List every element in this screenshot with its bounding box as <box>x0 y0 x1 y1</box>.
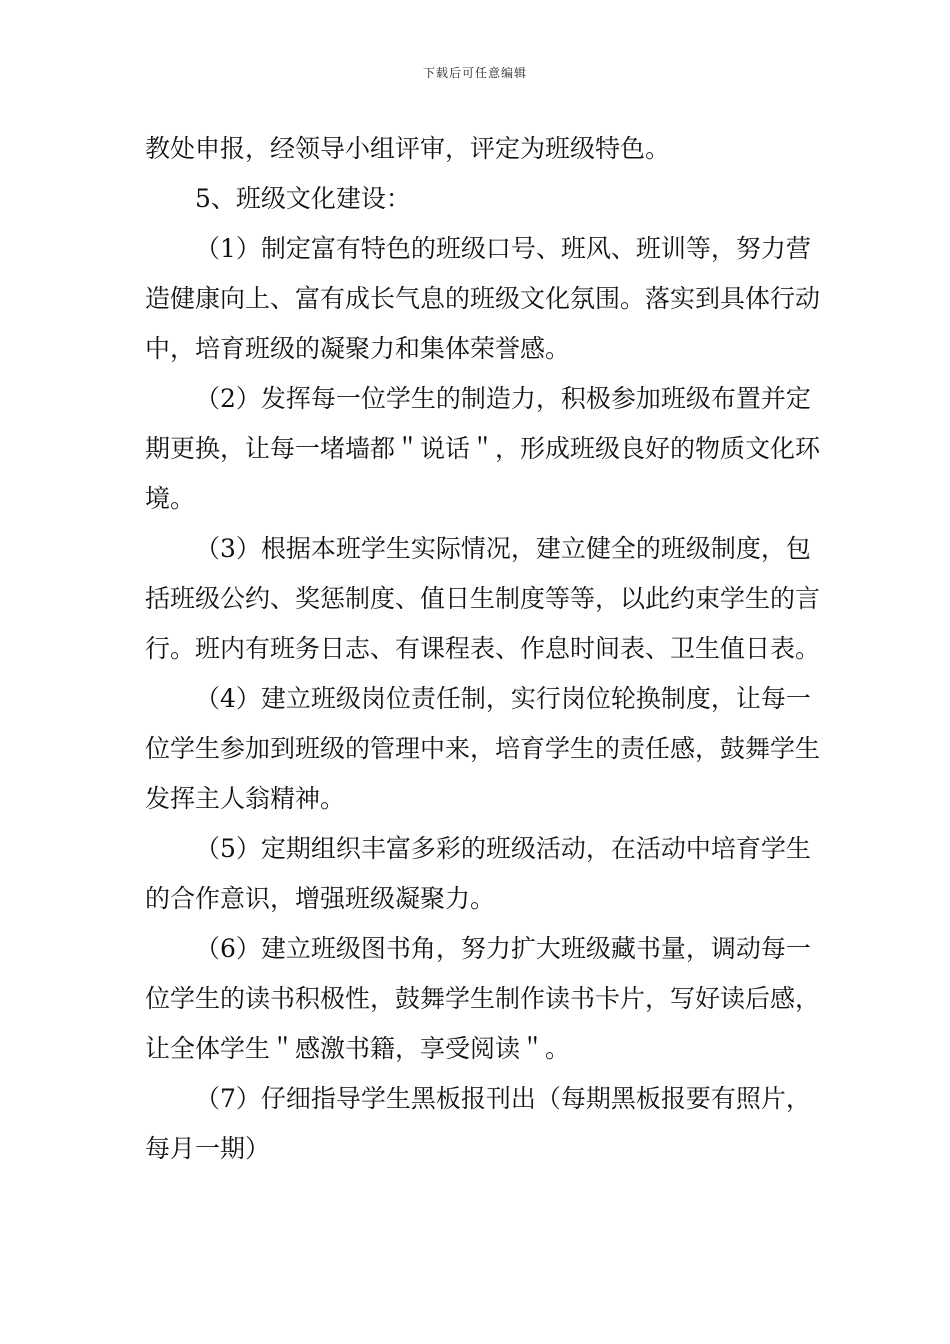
paragraph-item-5: （5）定期组织丰富多彩的班级活动，在活动中培育学生的合作意识，增强班级凝聚力。 <box>145 834 811 913</box>
paragraph-item-2: （2）发挥每一位学生的制造力，积极参加班级布置并定期更换，让每一堵墙都＂说话＂，形成班级良好的物质文化环境。 <box>145 384 821 513</box>
paragraph-item-3: （3）根据本班学生实际情况，建立健全的班级制度，包括班级公约、奖惩制度、值日生制度等等，以此约束学生的言行。班内有班务日志、有课程表、作息时间表、卫生值日表。 <box>145 534 821 663</box>
paragraph-item-7: （7）仔细指导学生黑板报刊出（每期黑板报要有照片，每月一期） <box>145 1084 811 1163</box>
page-header: 下载后可任意编辑 <box>422 66 527 80</box>
paragraph-continuation: 教处申报，经领导小组评审，评定为班级特色。 <box>145 134 671 163</box>
paragraph-item-1: （1）制定富有特色的班级口号、班风、班训等，努力营造健康向上、富有成长气息的班级文化氛围。落实到具体行动中，培育班级的凝聚力和集体荣誉感。 <box>145 234 821 363</box>
document-body <box>145 124 825 1174</box>
paragraph-item-4: （4）建立班级岗位责任制，实行岗位轮换制度，让每一位学生参加到班级的管理中来，培育学生的责任感，鼓舞学生发挥主人翁精神。 <box>145 684 821 813</box>
section-heading: 5、班级文化建设： <box>195 184 411 213</box>
paragraph-item-6: （6）建立班级图书角，努力扩大班级藏书量，调动每一位学生的读书积极性，鼓舞学生制作读书卡片，写好读后感，让全体学生＂感激书籍，享受阅读＂。 <box>145 934 821 1063</box>
